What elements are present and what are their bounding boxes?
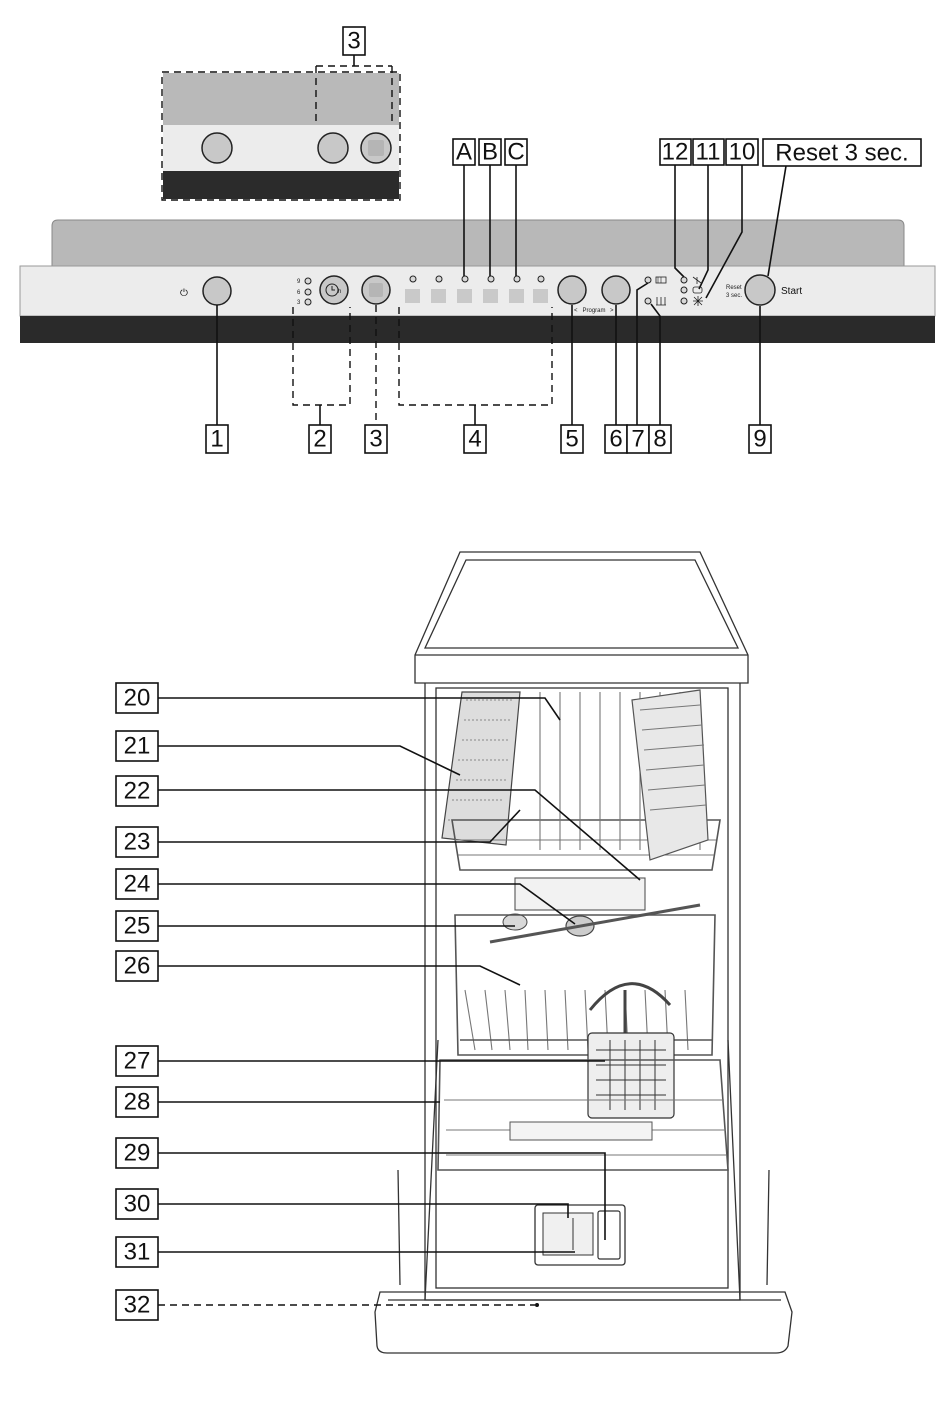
callout-C [505, 139, 527, 166]
callout-31-label: 31 [123, 1238, 151, 1266]
power-symbol-icon: ⏻ [180, 288, 188, 299]
reset-duration-text: 3 sec. [726, 293, 743, 299]
callout-24 [116, 869, 158, 899]
callout-5-label: 5 [565, 425, 579, 453]
callout-28-label: 28 [123, 1088, 151, 1116]
callout-8-label: 8 [653, 425, 667, 453]
callout-21-label: 21 [123, 732, 151, 760]
machine-callouts [116, 683, 158, 1320]
callout-23 [116, 827, 158, 857]
start-button[interactable] [745, 275, 775, 305]
callout-B [479, 139, 501, 166]
callout-12-label: 12 [661, 138, 689, 166]
callout-2 [309, 425, 331, 453]
timer-led-label-3: 3 [297, 300, 301, 306]
callout-A [453, 139, 475, 166]
callout-32 [116, 1290, 158, 1320]
callout-20-label: 20 [123, 684, 151, 712]
callout-31 [116, 1237, 158, 1267]
callout-8 [649, 425, 671, 453]
callout-27 [116, 1046, 158, 1076]
callout-11-label: 11 [695, 138, 721, 166]
callout-28 [116, 1087, 158, 1117]
inset-knob-middle [318, 133, 348, 163]
program-prev-button[interactable] [558, 276, 586, 304]
rinse-aid-icon [693, 296, 703, 306]
callout-10-label: 10 [728, 138, 756, 166]
callout-29 [116, 1138, 158, 1168]
callout-26-label: 26 [123, 952, 151, 980]
callout-5 [561, 425, 583, 453]
callout-3-label: 3 [369, 425, 383, 453]
callout-A-label: A [455, 138, 473, 166]
callout-27-label: 27 [123, 1047, 151, 1075]
upper-spray-arm [490, 878, 700, 942]
power-button[interactable] [203, 277, 231, 305]
callout-6-label: 6 [609, 425, 623, 453]
callout-11 [693, 139, 724, 166]
detergent-dispenser [535, 1205, 625, 1265]
svg-text:h: h [338, 289, 342, 295]
program-prev-arrow: < [574, 308, 578, 314]
cutlery-basket [588, 1033, 674, 1118]
callout-3-top [343, 27, 365, 55]
callout-30 [116, 1189, 158, 1219]
callout-23-label: 23 [123, 828, 151, 856]
callout-2-label: 2 [313, 425, 327, 453]
timer-led-label-6: 6 [297, 290, 301, 296]
control-panel [20, 220, 935, 343]
callout-9 [749, 425, 771, 453]
callout-7-label: 7 [631, 425, 645, 453]
callout-25 [116, 911, 158, 941]
callout-25-label: 25 [123, 912, 151, 940]
callout-6 [605, 425, 627, 453]
callout-3-top-label: 3 [347, 27, 361, 55]
timer-button[interactable] [320, 276, 348, 304]
callout-22 [116, 776, 158, 806]
callout-C-label: C [507, 138, 525, 166]
inset-knob-right [361, 133, 391, 163]
program-label: Program [582, 308, 606, 314]
callout-3 [365, 425, 387, 453]
start-label: Start [781, 286, 803, 297]
callout-B-label: B [481, 138, 499, 166]
program-next-button[interactable] [602, 276, 630, 304]
inset-knob-left [202, 133, 232, 163]
callout-4 [464, 425, 486, 453]
callout-30-label: 30 [123, 1190, 151, 1218]
callout-26 [116, 951, 158, 981]
callout-29-label: 29 [123, 1139, 151, 1167]
callout-7 [627, 425, 649, 453]
dishwasher-illustration [375, 552, 792, 1353]
callout-4-label: 4 [468, 425, 482, 453]
callout-32-label: 32 [123, 1291, 151, 1319]
callout-1 [206, 425, 228, 453]
callout-reset-label: Reset 3 sec. [775, 139, 909, 167]
callout-20 [116, 683, 158, 713]
callout-12 [660, 139, 691, 166]
callout-21 [116, 731, 158, 761]
program-next-arrow: > [610, 308, 614, 314]
callout-reset [763, 139, 921, 167]
callout-24-label: 24 [123, 870, 151, 898]
dishwasher-door [375, 1040, 792, 1353]
callout-9-label: 9 [753, 425, 767, 453]
function-button-3[interactable] [362, 276, 390, 304]
callout-10 [726, 139, 758, 166]
timer-led-label-9: 9 [297, 279, 301, 285]
callout-1-label: 1 [210, 425, 224, 453]
callout-22-label: 22 [123, 777, 151, 805]
inset-detail [162, 55, 400, 200]
reset-text: Reset [726, 285, 742, 291]
